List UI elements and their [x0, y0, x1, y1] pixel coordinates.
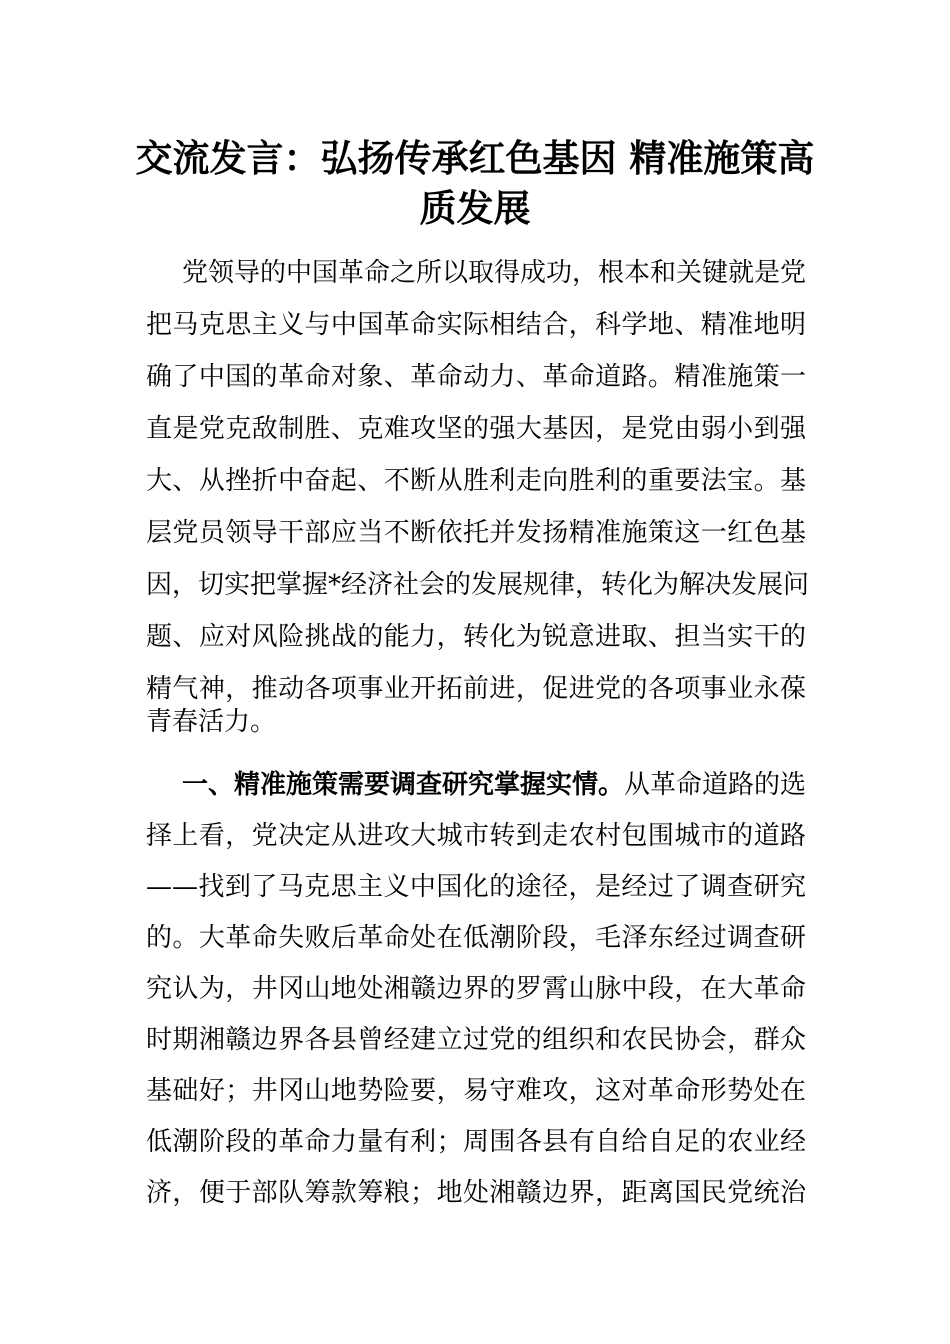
- paragraph-1-line: 大、从挫折中奋起、不断从胜利走向胜利的重要法宝。基: [146, 466, 806, 496]
- section-1-line: 基础好；井冈山地势险要，易守难攻，这对革命形势处在: [146, 1076, 806, 1106]
- section-1-line: 的。大革命失败后革命处在低潮阶段，毛泽东经过调查研: [146, 923, 806, 953]
- section-1-line: 究认为，井冈山地处湘赣边界的罗霄山脉中段，在大革命: [146, 974, 806, 1004]
- section-1-heading: 一、精准施策需要调查研究掌握实情。: [182, 770, 625, 800]
- paragraph-1-line: 青春活力。: [146, 707, 277, 737]
- paragraph-1-line: 党领导的中国革命之所以取得成功，根本和关键就是党: [182, 258, 807, 288]
- paragraph-1-line: 确了中国的革命对象、革命动力、革命道路。精准施策一: [146, 362, 806, 392]
- section-1-first-line: [182, 765, 806, 805]
- section-1-line: 择上看，党决定从进攻大城市转到走农村包围城市的道路: [146, 821, 806, 851]
- section-1-first-line-text: 从革命道路的选: [624, 770, 807, 800]
- section-1-line: ——找到了马克思主义中国化的途径，是经过了调查研究: [146, 872, 806, 902]
- paragraph-1-line: 把马克思主义与中国革命实际相结合，科学地、精准地明: [146, 310, 806, 340]
- paragraph-1-line: 因，切实把掌握*经济社会的发展规律，转化为解决发展问: [146, 570, 810, 600]
- paragraph-1-line: 直是党克敌制胜、克难攻坚的强大基因，是党由弱小到强: [146, 414, 806, 444]
- section-1-line: 济，便于部队筹款筹粮；地处湘赣边界，距离国民党统治: [146, 1178, 806, 1208]
- paragraph-1-line: 题、应对风险挑战的能力，转化为锐意进取、担当实干的: [146, 622, 806, 652]
- paragraph-1-line: 层党员领导干部应当不断依托并发扬精准施策这一红色基: [146, 518, 806, 548]
- paragraph-1-line: 精气神，推动各项事业开拓前进，促进党的各项事业永葆: [146, 674, 806, 704]
- document-title-line-2: 质发展: [419, 186, 531, 230]
- document-title-line-1: 交流发言：弘扬传承红色基因 精准施策高: [135, 136, 815, 180]
- section-1-line: 时期湘赣边界各县曾经建立过党的组织和农民协会，群众: [146, 1025, 806, 1055]
- section-1-line: 低潮阶段的革命力量有利；周围各县有自给自足的农业经: [146, 1127, 806, 1157]
